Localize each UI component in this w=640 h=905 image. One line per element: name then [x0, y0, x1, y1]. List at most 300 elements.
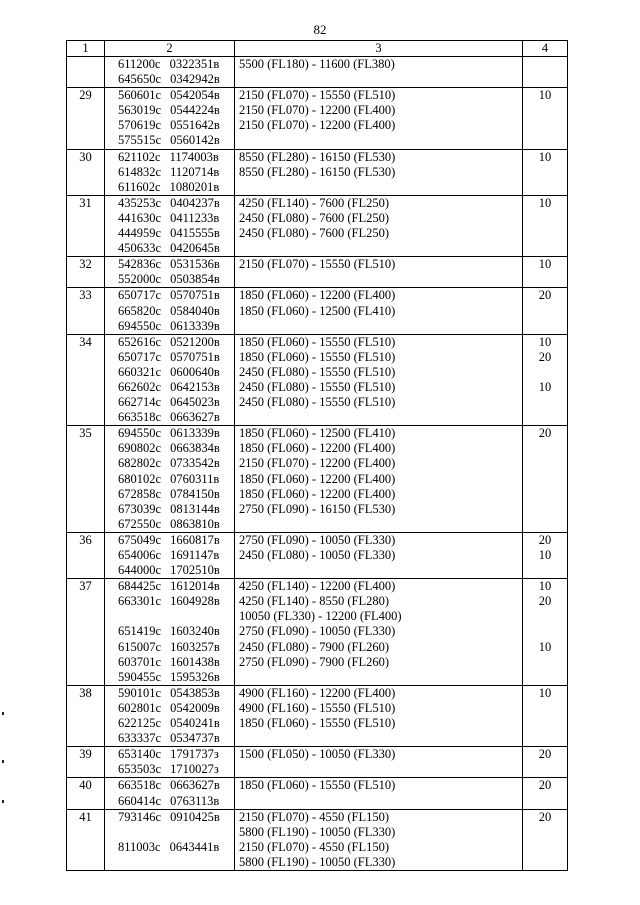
coordinate-line — [118, 257, 234, 272]
value — [523, 241, 567, 256]
altitude-range: 4900 (FL160) - 15550 (FL510) — [239, 700, 396, 715]
altitude-range: 2150 (FL070) - 12200 (FL400) — [239, 103, 396, 118]
latitude: 621102с — [118, 149, 161, 164]
zone-number — [67, 57, 105, 88]
altitude-range: 4900 (FL160) - 12200 (FL400) — [239, 685, 396, 700]
altitude-range — [239, 762, 522, 777]
value: 20 — [538, 778, 552, 793]
altitude-range: 1850 (FL060) - 12500 (FL410) — [239, 426, 396, 441]
latitude: 611200с — [118, 57, 161, 71]
altitude-range — [239, 517, 522, 532]
column-header-2: 2 — [105, 41, 235, 57]
latitude: 602801с — [118, 700, 162, 715]
value: 20 — [538, 532, 552, 547]
altitude-range: 1850 (FL060) - 12200 (FL400) — [239, 471, 396, 486]
altitude-range: 5800 (FL190) - 10050 (FL330) — [239, 824, 396, 839]
zone-number: 40 — [67, 778, 105, 809]
zone-number: 32 — [67, 257, 105, 288]
table-header-row — [67, 41, 568, 57]
value: 20 — [538, 809, 552, 824]
coordinate-line — [118, 226, 234, 241]
altitude-range-cell — [235, 257, 523, 288]
altitude-range: 1500 (FL050) - 10050 (FL330) — [239, 747, 396, 762]
altitude-range-cell — [235, 426, 523, 533]
coordinate-line — [118, 241, 234, 256]
latitude: 622125с — [118, 716, 162, 731]
latitude: 615007с — [118, 639, 162, 654]
coordinates-cell — [105, 809, 235, 870]
table-row — [67, 426, 568, 533]
zone-number: 39 — [67, 747, 105, 778]
altitude-range-cell — [235, 747, 523, 778]
latitude: 672858с — [118, 486, 162, 501]
longitude: 0570751в — [170, 349, 220, 364]
latitude: 552000с — [118, 272, 162, 287]
longitude: 0420645в — [170, 241, 220, 256]
latitude: 663518с — [118, 778, 162, 793]
zone-number: 36 — [67, 532, 105, 578]
altitude-range: 2150 (FL070) - 4550 (FL150) — [239, 839, 389, 854]
longitude: 0642153в — [170, 379, 220, 394]
altitude-range-cell — [235, 778, 523, 809]
latitude: 690802с — [118, 441, 162, 456]
zone-number: 37 — [67, 579, 105, 686]
coordinate-line — [118, 472, 234, 487]
altitude-range: 5800 (FL190) - 10050 (FL330) — [239, 854, 396, 869]
altitude-range: 2750 (FL090) - 10050 (FL330) — [239, 624, 396, 639]
altitude-range: 4250 (FL140) - 7600 (FL250) — [239, 195, 389, 210]
altitude-range: 2450 (FL080) - 15550 (FL510) — [239, 364, 396, 379]
column-header-4: 4 — [523, 41, 568, 57]
latitude: 450633с — [118, 241, 162, 256]
altitude-range: 2450 (FL080) - 10050 (FL330) — [239, 548, 396, 562]
coordinate-line — [118, 365, 234, 380]
altitude-range: 8550 (FL280) - 16150 (FL530) — [239, 164, 396, 179]
zone-number: 33 — [67, 288, 105, 334]
longitude: 1791737з — [170, 747, 219, 762]
value — [523, 133, 567, 148]
table-row — [67, 149, 568, 195]
zone-number: 35 — [67, 426, 105, 533]
longitude: 1603240в — [170, 624, 220, 639]
coordinates-cell — [105, 685, 235, 746]
column-header-3: 3 — [235, 41, 523, 57]
altitude-range: 2750 (FL090) - 10050 (FL330) — [239, 532, 396, 547]
coordinate-line — [118, 410, 234, 425]
latitude: 663301с — [118, 594, 162, 609]
column-header-1: 1 — [67, 41, 105, 57]
latitude: 644000с — [118, 563, 162, 578]
zone-number: 41 — [67, 809, 105, 870]
value — [523, 731, 567, 746]
altitude-range: 2750 (FL090) - 16150 (FL530) — [239, 501, 396, 516]
value — [523, 211, 567, 226]
coordinate-line — [118, 594, 234, 609]
coordinate-line — [118, 165, 234, 180]
longitude: 0531536в — [170, 257, 220, 272]
table-row — [67, 334, 568, 426]
value: 20 — [538, 426, 552, 441]
coordinate-line — [118, 118, 234, 133]
coordinate-line — [118, 716, 234, 731]
value-cell — [523, 149, 568, 195]
latitude: 665820с — [118, 303, 162, 318]
latitude: 654006с — [118, 548, 162, 562]
coordinates-cell — [105, 288, 235, 334]
coordinate-line — [118, 579, 234, 594]
value: 20 — [538, 288, 552, 303]
table-row — [67, 57, 568, 88]
altitude-range: 2150 (FL070) - 4550 (FL150) — [239, 809, 389, 824]
latitude: 694550с — [118, 318, 162, 333]
value-cell — [523, 88, 568, 149]
coordinates-cell — [105, 195, 235, 256]
altitude-range — [239, 410, 522, 425]
longitude: 0584040в — [170, 303, 220, 318]
value — [523, 304, 567, 319]
coordinates-cell — [105, 149, 235, 195]
altitude-range — [239, 72, 522, 87]
value-cell — [523, 579, 568, 686]
coordinate-line — [118, 533, 234, 548]
value — [523, 794, 567, 809]
longitude: 0560142в — [170, 133, 220, 148]
longitude: 0542054в — [170, 88, 220, 103]
altitude-range: 1850 (FL060) - 12200 (FL400) — [239, 486, 396, 501]
latitude: 614832с — [118, 164, 162, 179]
altitude-range-cell — [235, 685, 523, 746]
value — [523, 762, 567, 777]
coordinate-line — [118, 211, 234, 226]
latitude: 653140с — [118, 747, 162, 762]
coordinate-line — [118, 825, 234, 840]
altitude-range: 10050 (FL330) - 12200 (FL400) — [239, 609, 402, 624]
coordinate-line — [118, 731, 234, 746]
coordinate-line — [118, 609, 234, 624]
table-row — [67, 778, 568, 809]
latitude: 682802с — [118, 456, 162, 471]
latitude: 680102с — [118, 471, 162, 486]
coordinate-line — [118, 395, 234, 410]
table-row — [67, 88, 568, 149]
coordinates-cell — [105, 88, 235, 149]
value — [523, 487, 567, 502]
table-row — [67, 579, 568, 686]
altitude-range — [239, 670, 522, 685]
altitude-range: 2150 (FL070) - 12200 (FL400) — [239, 456, 396, 471]
coordinate-line — [118, 747, 234, 762]
coordinate-line — [118, 180, 234, 195]
value — [523, 855, 567, 870]
longitude: 0910425в — [170, 809, 220, 824]
latitude: 590101с — [118, 685, 162, 700]
value-cell — [523, 57, 568, 88]
coordinate-line — [118, 133, 234, 148]
longitude: 0613339в — [170, 318, 220, 333]
longitude: 0863810в — [170, 516, 220, 531]
coordinate-line — [118, 72, 234, 87]
altitude-range: 2450 (FL080) - 7600 (FL250) — [239, 226, 389, 241]
value — [523, 395, 567, 410]
longitude: 1604928в — [170, 594, 220, 609]
altitude-range: 2450 (FL080) - 15550 (FL510) — [239, 379, 396, 394]
altitude-range — [239, 563, 522, 578]
latitude: 660321с — [118, 364, 162, 379]
coordinates-cell — [105, 747, 235, 778]
coordinate-line — [118, 624, 234, 639]
altitude-range: 2150 (FL070) - 15550 (FL510) — [239, 257, 396, 272]
table-row — [67, 685, 568, 746]
value-cell — [523, 334, 568, 426]
zone-number: 29 — [67, 88, 105, 149]
table-body — [67, 57, 568, 871]
latitude: 663518с — [118, 410, 162, 425]
altitude-range: 1850 (FL060) - 12500 (FL410) — [239, 303, 396, 318]
coordinate-line — [118, 502, 234, 517]
latitude: 633337с — [118, 731, 162, 746]
longitude: 0521200в — [170, 334, 220, 349]
value — [523, 165, 567, 180]
value — [523, 825, 567, 840]
latitude: 672550с — [118, 516, 162, 531]
value — [523, 441, 567, 456]
coordinate-line — [118, 288, 234, 303]
coordinates-cell — [105, 532, 235, 578]
latitude: 694550с — [118, 426, 162, 441]
value — [523, 609, 567, 624]
altitude-range-cell — [235, 195, 523, 256]
longitude: 0540241в — [170, 716, 220, 731]
value — [523, 472, 567, 487]
value-cell — [523, 195, 568, 256]
altitude-range — [239, 272, 522, 287]
value — [523, 716, 567, 731]
altitude-range: 2150 (FL070) - 15550 (FL510) — [239, 88, 396, 103]
value-cell — [523, 288, 568, 334]
coordinate-line — [118, 517, 234, 532]
coordinate-line — [118, 426, 234, 441]
value: 10 — [538, 548, 552, 562]
coordinate-line — [118, 319, 234, 334]
latitude: 811003с — [118, 839, 161, 854]
coordinate-line — [118, 350, 234, 365]
zone-number: 38 — [67, 685, 105, 746]
value: 10 — [538, 579, 552, 594]
altitude-range-cell — [235, 579, 523, 686]
longitude: 1710027з — [170, 762, 219, 777]
altitude-range: 1850 (FL060) - 15550 (FL510) — [239, 349, 396, 364]
value: 20 — [538, 349, 552, 364]
value — [523, 670, 567, 685]
longitude: 0551642в — [170, 118, 220, 133]
altitude-range: 1850 (FL060) - 15550 (FL510) — [239, 778, 396, 793]
coordinate-line — [118, 640, 234, 655]
latitude: 652616с — [118, 334, 162, 349]
longitude: 1702510в — [170, 563, 220, 578]
coordinates-cell — [105, 579, 235, 686]
longitude: 0544224в — [170, 103, 220, 118]
altitude-range: 2450 (FL080) - 7900 (FL260) — [239, 639, 389, 654]
altitude-range-cell — [235, 334, 523, 426]
longitude: 1660817в — [170, 532, 220, 547]
longitude: 0543853в — [170, 685, 220, 700]
coordinate-line — [118, 810, 234, 825]
altitude-range-cell — [235, 149, 523, 195]
value-cell — [523, 809, 568, 870]
margin-mark — [2, 712, 4, 715]
latitude: 684425с — [118, 579, 162, 594]
coordinate-line — [118, 840, 234, 855]
value — [523, 103, 567, 118]
table-row — [67, 532, 568, 578]
longitude: 1080201в — [169, 179, 220, 194]
value — [523, 226, 567, 241]
value-cell — [523, 426, 568, 533]
value — [523, 456, 567, 471]
altitude-range: 2450 (FL080) - 7600 (FL250) — [239, 210, 389, 225]
longitude: 0600640в — [170, 364, 220, 379]
altitude-range: 2150 (FL070) - 12200 (FL400) — [239, 118, 396, 133]
zone-number: 34 — [67, 334, 105, 426]
latitude: 662714с — [118, 395, 162, 410]
value-cell — [523, 532, 568, 578]
coordinate-line — [118, 103, 234, 118]
coordinate-line — [118, 487, 234, 502]
longitude: 0503854в — [170, 272, 220, 287]
longitude: 0663627в — [170, 410, 220, 425]
value-cell — [523, 747, 568, 778]
altitude-range-cell — [235, 88, 523, 149]
longitude: 0613339в — [170, 426, 220, 441]
altitude-range — [239, 180, 522, 195]
table-row — [67, 747, 568, 778]
coordinates-cell — [105, 334, 235, 426]
value: 10 — [538, 379, 552, 394]
value — [523, 272, 567, 287]
latitude: 673039с — [118, 501, 162, 516]
altitude-range — [239, 794, 522, 809]
coordinate-line — [118, 563, 234, 578]
longitude: 0763113в — [170, 793, 220, 808]
coordinate-line — [118, 701, 234, 716]
altitude-range-cell — [235, 288, 523, 334]
margin-mark — [2, 800, 4, 803]
longitude: 1603257в — [170, 639, 220, 654]
altitude-range: 1850 (FL060) - 15550 (FL510) — [239, 334, 396, 349]
coordinate-line — [118, 655, 234, 670]
value-cell — [523, 685, 568, 746]
longitude: 0645023в — [170, 395, 220, 410]
altitude-range: 1850 (FL060) - 12200 (FL400) — [239, 288, 396, 303]
coordinate-line — [118, 778, 234, 793]
coordinate-line — [118, 57, 234, 72]
latitude: 444959с — [118, 226, 162, 241]
latitude: 653503с — [118, 762, 162, 777]
value-cell — [523, 257, 568, 288]
longitude: 0663834в — [170, 441, 220, 456]
coordinates-cell — [105, 426, 235, 533]
altitude-range — [239, 241, 522, 256]
longitude: 1601438в — [170, 654, 220, 669]
value: 10 — [538, 88, 552, 103]
longitude: 0542009в — [170, 700, 220, 715]
value: 20 — [538, 747, 552, 762]
altitude-range: 1850 (FL060) - 12200 (FL400) — [239, 441, 396, 456]
coordinate-line — [118, 380, 234, 395]
latitude: 662602с — [118, 379, 162, 394]
latitude: 560601с — [118, 88, 162, 103]
longitude: 0643441в — [169, 839, 220, 854]
altitude-range: 1850 (FL060) - 15550 (FL510) — [239, 716, 396, 731]
value — [523, 365, 567, 380]
coordinate-line — [118, 794, 234, 809]
coordinate-line — [118, 335, 234, 350]
latitude: 675049с — [118, 532, 162, 547]
value — [523, 410, 567, 425]
longitude: 0342942в — [170, 72, 220, 87]
coordinate-line — [118, 548, 234, 563]
coordinates-cell — [105, 257, 235, 288]
latitude: 603701с — [118, 654, 162, 669]
altitude-range — [239, 319, 522, 334]
value: 10 — [538, 149, 552, 164]
longitude: 0322351в — [169, 57, 220, 71]
value: 10 — [538, 195, 552, 210]
coordinate-line — [118, 304, 234, 319]
latitude: 590455с — [118, 669, 162, 684]
latitude: 793146с — [118, 809, 162, 824]
value — [523, 840, 567, 855]
altitude-range: 5500 (FL180) - 11600 (FL380) — [239, 57, 395, 71]
table-row — [67, 257, 568, 288]
coordinate-line — [118, 150, 234, 165]
value — [523, 118, 567, 133]
latitude: 435253с — [118, 195, 162, 210]
value — [523, 563, 567, 578]
longitude: 0733542в — [170, 456, 220, 471]
altitude-range — [239, 133, 522, 148]
page-number: 82 — [313, 22, 327, 37]
value — [523, 502, 567, 517]
value-cell — [523, 778, 568, 809]
coordinate-line — [118, 441, 234, 456]
latitude: 650717с — [118, 288, 162, 303]
value — [523, 57, 567, 72]
coordinate-line — [118, 272, 234, 287]
value — [523, 517, 567, 532]
latitude: 441630с — [118, 210, 162, 225]
altitude-range: 2750 (FL090) - 7900 (FL260) — [239, 654, 389, 669]
longitude: 0813144в — [170, 501, 220, 516]
table-row — [67, 195, 568, 256]
longitude: 0663627в — [170, 778, 220, 793]
longitude: 0784150в — [170, 486, 220, 501]
latitude: 611602с — [118, 179, 161, 194]
coordinate-line — [118, 855, 234, 870]
longitude: 1595326в — [170, 669, 220, 684]
longitude: 0534737в — [170, 731, 220, 746]
altitude-range-cell — [235, 57, 523, 88]
longitude: 0404237в — [170, 195, 220, 210]
value — [523, 319, 567, 334]
latitude: 570619с — [118, 118, 162, 133]
value: 10 — [538, 685, 552, 700]
value — [523, 72, 567, 87]
longitude: 1174003в — [169, 149, 219, 164]
altitude-range: 4250 (FL140) - 12200 (FL400) — [239, 579, 396, 594]
longitude: 0411233в — [170, 210, 220, 225]
coordinates-cell — [105, 57, 235, 88]
